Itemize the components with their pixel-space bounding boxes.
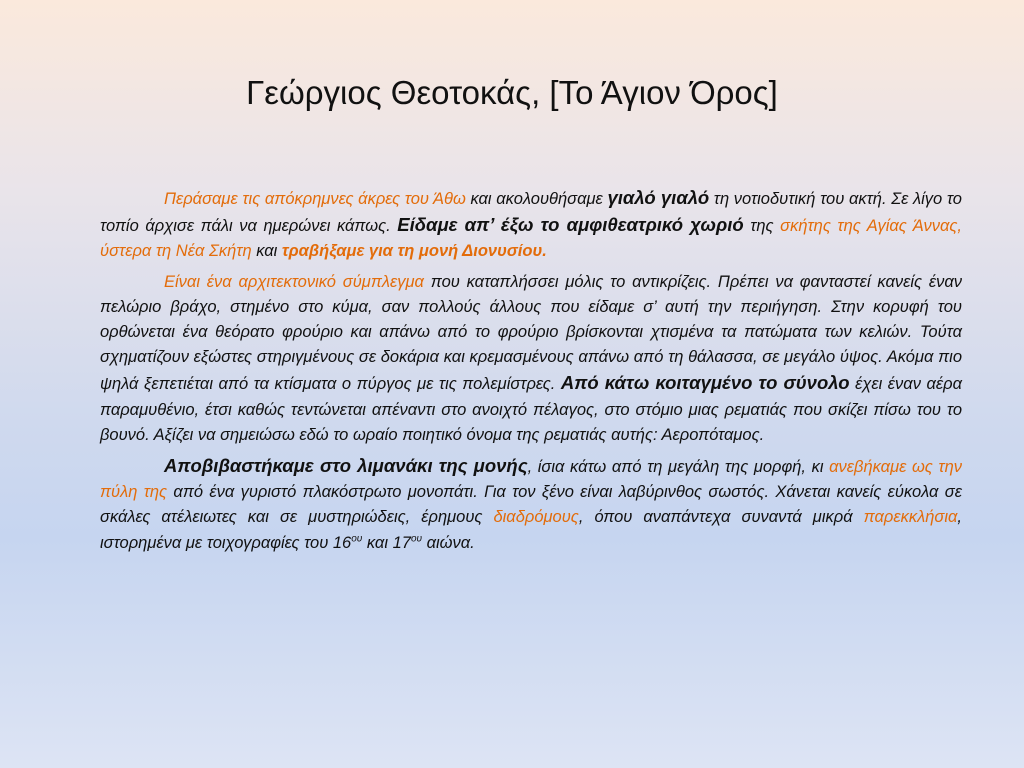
highlight-text: ανεβήκαμε ως την πύλη της xyxy=(100,458,963,502)
text-span: έχει έναν αέρα παραμυθένιο, έτσι καθώς τεντώνεται απέναντι στο ανοιχτό πέλαγος, στο στόμιο μιας ρεματιάς που σκίζει πίσω του το βουνό. Αξίζει να σημειώσω εδώ το ωραίο ποιητικό όνομα της ρεματιάς αυτής: Αεροπόταμος. xyxy=(100,375,962,444)
paragraph-3 xyxy=(100,453,962,556)
paragraph-2 xyxy=(100,270,962,448)
superscript: ου xyxy=(351,533,363,545)
slide-title: Γεώργιος Θεοτοκάς, [Το Άγιον Όρος] xyxy=(246,74,778,111)
emphasis-text: Από κάτω κοιταγμένο το σύνολο xyxy=(560,372,850,394)
text-span: και xyxy=(251,242,282,261)
highlight-text: Είναι ένα αρχιτεκτονικό σύμπλεγμα xyxy=(164,272,424,291)
highlight-text: παρεκκλήσια xyxy=(863,508,958,527)
superscript: ου xyxy=(410,533,422,545)
text-span: και ακολουθήσαμε xyxy=(465,190,608,208)
text-span: που καταπλήσσει μόλις το αντικρίζεις. Πρέπει να φανταστεί κανείς έναν πελώριο βράχο, στημένο στο κύμα, σαν πολλούς άλλους που είδαμε σ’ αυτή την περιήγηση. Στην κορυφή του ορθώνεται ένα θεόρατο φρούριο και απάνω από το φρούριο βρίσκονται χτισμένα τα πατώματα των κελιών. Τούτα σχηματίζουν εξώστες στηριγμένους σε δοκάρια και κρεμασμένους απάνω από τη θάλασσα, σε μεγάλο ύψος. Ακόμα πιο ψηλά ξεπετιέται από τα κτίσματα ο πύργος με τις πολεμίστρες. xyxy=(100,272,963,394)
emphasis-text: Είδαμε απ’ έξω το αμφιθεατρικό χωριό xyxy=(397,214,744,236)
text-span: , όπου αναπάντεχα συναντά μικρά xyxy=(578,508,864,527)
text-span: και 17 xyxy=(362,533,411,552)
text-span: , ιστορημένα με τοιχογραφίες του 16 xyxy=(100,508,962,552)
body-text xyxy=(100,185,962,561)
highlight-text: σκήτης της Αγίας Άννας, ύστερα τη Νέα Σκήτη xyxy=(100,217,962,261)
emphasis-text: γιαλό γιαλό xyxy=(607,187,710,208)
highlight-bold-text: τραβήξαμε για τη μονή Διονυσίου. xyxy=(281,242,547,261)
text-span: , ίσια κάτω από τη μεγάλη της μορφή, κι xyxy=(527,458,830,477)
paragraph-1 xyxy=(100,185,962,265)
text-span: της xyxy=(743,217,781,236)
highlight-text: Περάσαμε τις απόκρημνες άκρες του Άθω xyxy=(164,190,466,208)
text-span: από ένα γυριστό πλακόστρωτο μονοπάτι. Για τον ξένο είναι λαβύρινθος σωστός. Χάνεται κανείς εύκολα σε σκάλες ατέλειωτες και σε μυστηριώδεις, έρημους xyxy=(100,483,962,527)
text-span: αιώνα. xyxy=(422,533,475,552)
text-span: τη νοτιοδυτική του ακτή. Σε λίγο το τοπίο άρχισε πάλι να ημερώνει κάπως. xyxy=(100,190,962,236)
highlight-text: διαδρόμους xyxy=(493,508,579,527)
emphasis-text: Αποβιβαστήκαμε στο λιμανάκι της μονής xyxy=(164,455,528,477)
